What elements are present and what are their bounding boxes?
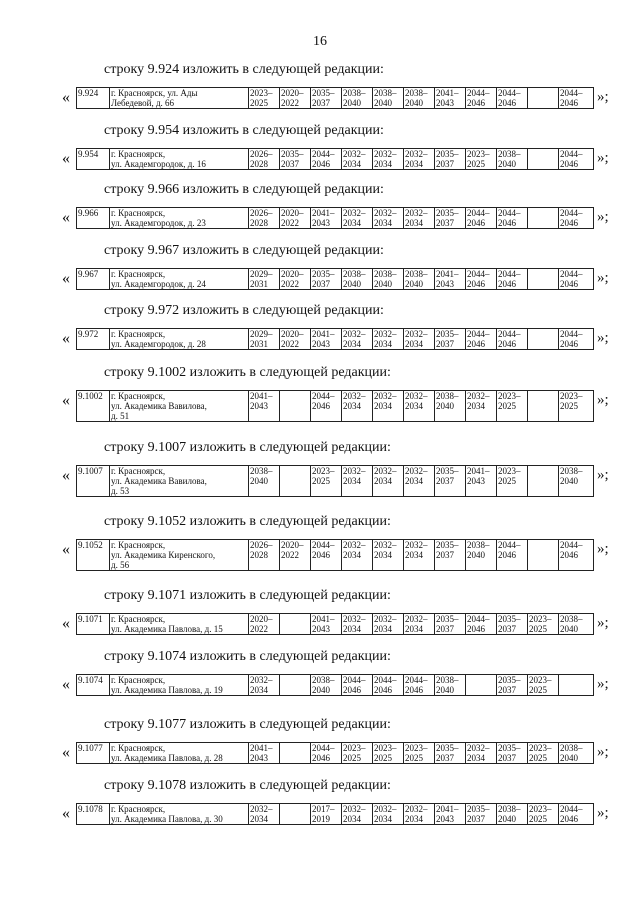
quote-open: « bbox=[62, 615, 70, 632]
address-cell: г. Красноярск, ул. Академгородок, д. 16 bbox=[110, 149, 249, 170]
year-range-cell bbox=[280, 391, 311, 422]
quote-open: « bbox=[62, 744, 70, 761]
year-range-cell: 2026– 2028 bbox=[249, 540, 280, 571]
instruction-text: строку 9.954 изложить в следующей редакции: bbox=[104, 123, 384, 138]
year-range-cell: 2044– 2046 bbox=[497, 269, 528, 290]
year-range-cell: 2038– 2040 bbox=[249, 466, 280, 497]
table-row bbox=[77, 804, 594, 825]
year-range-cell: 2032– 2034 bbox=[404, 391, 435, 422]
year-range-cell: 2038– 2040 bbox=[435, 391, 466, 422]
year-range-cell: 2032– 2034 bbox=[373, 149, 404, 170]
quote-close: »; bbox=[597, 209, 609, 225]
year-range-cell: 2035– 2037 bbox=[435, 208, 466, 229]
instruction-text: строку 9.1052 изложить в следующей редакции: bbox=[104, 514, 391, 529]
year-range-cell: 2029– 2031 bbox=[249, 329, 280, 350]
year-range-cell: 2023– 2025 bbox=[528, 743, 559, 764]
year-range-cell: 2038– 2040 bbox=[342, 88, 373, 109]
year-range-cell: 2026– 2028 bbox=[249, 208, 280, 229]
year-range-cell: 2044– 2046 bbox=[466, 88, 497, 109]
replacement-row-table bbox=[76, 148, 594, 170]
year-range-cell: 2035– 2037 bbox=[435, 329, 466, 350]
year-range-cell: 2044– 2046 bbox=[404, 675, 435, 696]
quote-close: »; bbox=[597, 330, 609, 346]
year-range-cell: 2023– 2025 bbox=[311, 466, 342, 497]
year-range-cell: 2026– 2028 bbox=[249, 149, 280, 170]
year-range-cell: 2041– 2043 bbox=[249, 743, 280, 764]
year-range-cell: 2038– 2040 bbox=[559, 466, 594, 497]
year-range-cell bbox=[528, 149, 559, 170]
year-range-cell: 2044– 2046 bbox=[466, 269, 497, 290]
quote-close: »; bbox=[597, 150, 609, 166]
table-row bbox=[77, 466, 594, 497]
replacement-row-table bbox=[76, 207, 594, 229]
address-cell: г. Красноярск, ул. Академика Вавилова, д. 53 bbox=[110, 466, 249, 497]
replacement-row-table bbox=[76, 268, 594, 290]
year-range-cell: 2044– 2046 bbox=[497, 329, 528, 350]
quote-open: « bbox=[62, 392, 70, 409]
year-range-cell: 2044– 2046 bbox=[559, 88, 594, 109]
address-cell: г. Красноярск, ул. Академика Павлова, д. 19 bbox=[110, 675, 249, 696]
replacement-row-table bbox=[76, 390, 594, 422]
year-range-cell: 2020– 2022 bbox=[280, 540, 311, 571]
instruction-text: строку 9.967 изложить в следующей редакции: bbox=[104, 243, 384, 258]
year-range-cell: 2038– 2040 bbox=[373, 269, 404, 290]
row-number-cell: 9.967 bbox=[77, 269, 110, 290]
year-range-cell: 2023– 2025 bbox=[497, 391, 528, 422]
year-range-cell: 2032– 2034 bbox=[404, 208, 435, 229]
year-range-cell: 2041– 2043 bbox=[435, 804, 466, 825]
replacement-row-table bbox=[76, 674, 594, 696]
year-range-cell: 2035– 2037 bbox=[435, 614, 466, 635]
address-cell: г. Красноярск, ул. Академика Киренского, д. 56 bbox=[110, 540, 249, 571]
year-range-cell: 2032– 2034 bbox=[373, 329, 404, 350]
year-range-cell: 2023– 2025 bbox=[528, 614, 559, 635]
instruction-text: строку 9.924 изложить в следующей редакции: bbox=[104, 62, 384, 77]
year-range-cell: 2041– 2043 bbox=[435, 269, 466, 290]
year-range-cell: 2023– 2025 bbox=[249, 88, 280, 109]
year-range-cell bbox=[528, 208, 559, 229]
year-range-cell: 2038– 2040 bbox=[497, 804, 528, 825]
year-range-cell bbox=[466, 675, 497, 696]
instruction-text: строку 9.1002 изложить в следующей редакции: bbox=[104, 365, 391, 380]
year-range-cell: 2032– 2034 bbox=[373, 614, 404, 635]
year-range-cell: 2041– 2043 bbox=[466, 466, 497, 497]
year-range-cell: 2023– 2025 bbox=[466, 149, 497, 170]
year-range-cell: 2032– 2034 bbox=[342, 208, 373, 229]
year-range-cell: 2032– 2034 bbox=[342, 149, 373, 170]
year-range-cell: 2020– 2022 bbox=[249, 614, 280, 635]
row-number-cell: 9.1074 bbox=[77, 675, 110, 696]
year-range-cell bbox=[280, 466, 311, 497]
row-number-cell: 9.1007 bbox=[77, 466, 110, 497]
year-range-cell: 2032– 2034 bbox=[466, 391, 497, 422]
instruction-text: строку 9.1074 изложить в следующей редакции: bbox=[104, 649, 391, 664]
year-range-cell: 2020– 2022 bbox=[280, 329, 311, 350]
year-range-cell: 2035– 2037 bbox=[435, 149, 466, 170]
instruction-text: строку 9.1007 изложить в следующей редакции: bbox=[104, 440, 391, 455]
year-range-cell: 2038– 2040 bbox=[559, 743, 594, 764]
replacement-row-table bbox=[76, 803, 594, 825]
year-range-cell: 2020– 2022 bbox=[280, 88, 311, 109]
row-number-cell: 9.1071 bbox=[77, 614, 110, 635]
year-range-cell: 2044– 2046 bbox=[466, 614, 497, 635]
table-row bbox=[77, 269, 594, 290]
year-range-cell: 2044– 2046 bbox=[559, 540, 594, 571]
year-range-cell: 2032– 2034 bbox=[404, 329, 435, 350]
table-row bbox=[77, 329, 594, 350]
row-number-cell: 9.1002 bbox=[77, 391, 110, 422]
year-range-cell: 2032– 2034 bbox=[249, 804, 280, 825]
table-row bbox=[77, 540, 594, 571]
year-range-cell: 2035– 2037 bbox=[311, 269, 342, 290]
year-range-cell: 2032– 2034 bbox=[342, 391, 373, 422]
year-range-cell: 2044– 2046 bbox=[559, 804, 594, 825]
address-cell: г. Красноярск, ул. Академика Павлова, д. 15 bbox=[110, 614, 249, 635]
year-range-cell bbox=[528, 391, 559, 422]
year-range-cell: 2035– 2037 bbox=[497, 675, 528, 696]
row-number-cell: 9.1077 bbox=[77, 743, 110, 764]
year-range-cell: 2023– 2025 bbox=[342, 743, 373, 764]
quote-close: »; bbox=[597, 676, 609, 692]
year-range-cell: 2035– 2037 bbox=[497, 743, 528, 764]
year-range-cell: 2035– 2037 bbox=[435, 540, 466, 571]
year-range-cell: 2041– 2043 bbox=[311, 208, 342, 229]
table-row bbox=[77, 743, 594, 764]
quote-open: « bbox=[62, 805, 70, 822]
table-row bbox=[77, 88, 594, 109]
quote-open: « bbox=[62, 467, 70, 484]
year-range-cell: 2023– 2025 bbox=[528, 804, 559, 825]
year-range-cell: 2029– 2031 bbox=[249, 269, 280, 290]
replacement-row-table bbox=[76, 465, 594, 497]
year-range-cell: 2035– 2037 bbox=[497, 614, 528, 635]
instruction-text: строку 9.972 изложить в следующей редакции: bbox=[104, 303, 384, 318]
address-cell: г. Красноярск, ул. Академика Павлова, д. 30 bbox=[110, 804, 249, 825]
year-range-cell: 2032– 2034 bbox=[404, 149, 435, 170]
year-range-cell: 2035– 2037 bbox=[435, 466, 466, 497]
quote-open: « bbox=[62, 270, 70, 287]
year-range-cell: 2044– 2046 bbox=[559, 269, 594, 290]
quote-open: « bbox=[62, 209, 70, 226]
year-range-cell: 2032– 2034 bbox=[466, 743, 497, 764]
replacement-row-table bbox=[76, 539, 594, 571]
year-range-cell: 2044– 2046 bbox=[466, 208, 497, 229]
year-range-cell: 2044– 2046 bbox=[497, 88, 528, 109]
address-cell: г. Красноярск, ул. Академгородок, д. 28 bbox=[110, 329, 249, 350]
year-range-cell: 2032– 2034 bbox=[342, 329, 373, 350]
year-range-cell: 2044– 2046 bbox=[559, 149, 594, 170]
quote-open: « bbox=[62, 330, 70, 347]
address-cell: г. Красноярск, ул. Академика Павлова, д. 28 bbox=[110, 743, 249, 764]
year-range-cell: 2032– 2034 bbox=[404, 466, 435, 497]
year-range-cell: 2023– 2025 bbox=[497, 466, 528, 497]
replacement-row-table bbox=[76, 742, 594, 764]
year-range-cell: 2023– 2025 bbox=[404, 743, 435, 764]
year-range-cell: 2032– 2034 bbox=[342, 804, 373, 825]
year-range-cell bbox=[559, 675, 594, 696]
replacement-row-table bbox=[76, 613, 594, 635]
page-number: 16 bbox=[313, 34, 327, 49]
address-cell: г. Красноярск, ул. Академика Вавилова, д. 51 bbox=[110, 391, 249, 422]
year-range-cell: 2032– 2034 bbox=[373, 391, 404, 422]
year-range-cell: 2020– 2022 bbox=[280, 208, 311, 229]
year-range-cell: 2038– 2040 bbox=[466, 540, 497, 571]
year-range-cell bbox=[280, 743, 311, 764]
year-range-cell: 2038– 2040 bbox=[373, 88, 404, 109]
year-range-cell: 2035– 2037 bbox=[435, 743, 466, 764]
year-range-cell: 2044– 2046 bbox=[311, 540, 342, 571]
quote-close: »; bbox=[597, 541, 609, 557]
year-range-cell: 2023– 2025 bbox=[559, 391, 594, 422]
table-row bbox=[77, 391, 594, 422]
year-range-cell: 2044– 2046 bbox=[559, 329, 594, 350]
year-range-cell: 2035– 2037 bbox=[280, 149, 311, 170]
quote-open: « bbox=[62, 150, 70, 167]
year-range-cell: 2032– 2034 bbox=[373, 804, 404, 825]
year-range-cell: 2020– 2022 bbox=[280, 269, 311, 290]
year-range-cell: 2044– 2046 bbox=[311, 149, 342, 170]
instruction-text: строку 9.1077 изложить в следующей редакции: bbox=[104, 717, 391, 732]
quote-close: »; bbox=[597, 270, 609, 286]
year-range-cell: 2044– 2046 bbox=[311, 391, 342, 422]
year-range-cell: 2032– 2034 bbox=[373, 540, 404, 571]
year-range-cell: 2032– 2034 bbox=[404, 540, 435, 571]
year-range-cell: 2044– 2046 bbox=[311, 743, 342, 764]
year-range-cell bbox=[528, 269, 559, 290]
quote-close: »; bbox=[597, 392, 609, 408]
quote-close: »; bbox=[597, 615, 609, 631]
year-range-cell bbox=[528, 540, 559, 571]
replacement-row-table bbox=[76, 328, 594, 350]
year-range-cell: 2041– 2043 bbox=[311, 329, 342, 350]
quote-open: « bbox=[62, 89, 70, 106]
instruction-text: строку 9.966 изложить в следующей редакции: bbox=[104, 182, 384, 197]
table-row bbox=[77, 208, 594, 229]
year-range-cell: 2032– 2034 bbox=[342, 540, 373, 571]
table-row bbox=[77, 149, 594, 170]
year-range-cell: 2038– 2040 bbox=[311, 675, 342, 696]
year-range-cell bbox=[280, 675, 311, 696]
year-range-cell: 2038– 2040 bbox=[559, 614, 594, 635]
year-range-cell: 2023– 2025 bbox=[528, 675, 559, 696]
replacement-row-table bbox=[76, 87, 594, 109]
year-range-cell: 2041– 2043 bbox=[249, 391, 280, 422]
row-number-cell: 9.972 bbox=[77, 329, 110, 350]
year-range-cell: 2044– 2046 bbox=[373, 675, 404, 696]
year-range-cell: 2032– 2034 bbox=[342, 614, 373, 635]
quote-open: « bbox=[62, 676, 70, 693]
table-row bbox=[77, 614, 594, 635]
year-range-cell: 2023– 2025 bbox=[373, 743, 404, 764]
quote-close: »; bbox=[597, 744, 609, 760]
year-range-cell bbox=[528, 466, 559, 497]
year-range-cell: 2032– 2034 bbox=[404, 804, 435, 825]
instruction-text: строку 9.1078 изложить в следующей редакции: bbox=[104, 778, 391, 793]
year-range-cell: 2041– 2043 bbox=[311, 614, 342, 635]
address-cell: г. Красноярск, ул. Академгородок, д. 23 bbox=[110, 208, 249, 229]
row-number-cell: 9.1078 bbox=[77, 804, 110, 825]
year-range-cell: 2035– 2037 bbox=[466, 804, 497, 825]
quote-close: »; bbox=[597, 89, 609, 105]
year-range-cell: 2017– 2019 bbox=[311, 804, 342, 825]
year-range-cell: 2038– 2040 bbox=[342, 269, 373, 290]
row-number-cell: 9.954 bbox=[77, 149, 110, 170]
row-number-cell: 9.1052 bbox=[77, 540, 110, 571]
quote-close: »; bbox=[597, 805, 609, 821]
year-range-cell: 2038– 2040 bbox=[497, 149, 528, 170]
instruction-text: строку 9.1071 изложить в следующей редакции: bbox=[104, 588, 391, 603]
quote-open: « bbox=[62, 541, 70, 558]
year-range-cell: 2038– 2040 bbox=[404, 88, 435, 109]
row-number-cell: 9.924 bbox=[77, 88, 110, 109]
row-number-cell: 9.966 bbox=[77, 208, 110, 229]
year-range-cell: 2032– 2034 bbox=[404, 614, 435, 635]
year-range-cell: 2044– 2046 bbox=[342, 675, 373, 696]
year-range-cell: 2032– 2034 bbox=[342, 466, 373, 497]
address-cell: г. Красноярск, ул. Академгородок, д. 24 bbox=[110, 269, 249, 290]
table-row bbox=[77, 675, 594, 696]
year-range-cell: 2044– 2046 bbox=[497, 208, 528, 229]
year-range-cell: 2044– 2046 bbox=[497, 540, 528, 571]
year-range-cell bbox=[528, 329, 559, 350]
year-range-cell: 2032– 2034 bbox=[249, 675, 280, 696]
quote-close: »; bbox=[597, 467, 609, 483]
year-range-cell: 2038– 2040 bbox=[435, 675, 466, 696]
year-range-cell: 2038– 2040 bbox=[404, 269, 435, 290]
year-range-cell bbox=[280, 804, 311, 825]
year-range-cell: 2035– 2037 bbox=[311, 88, 342, 109]
year-range-cell: 2044– 2046 bbox=[559, 208, 594, 229]
address-cell: г. Красноярск, ул. Ады Лебедевой, д. 66 bbox=[110, 88, 249, 109]
year-range-cell: 2032– 2034 bbox=[373, 208, 404, 229]
year-range-cell: 2041– 2043 bbox=[435, 88, 466, 109]
year-range-cell bbox=[528, 88, 559, 109]
year-range-cell bbox=[280, 614, 311, 635]
year-range-cell: 2044– 2046 bbox=[466, 329, 497, 350]
year-range-cell: 2032– 2034 bbox=[373, 466, 404, 497]
